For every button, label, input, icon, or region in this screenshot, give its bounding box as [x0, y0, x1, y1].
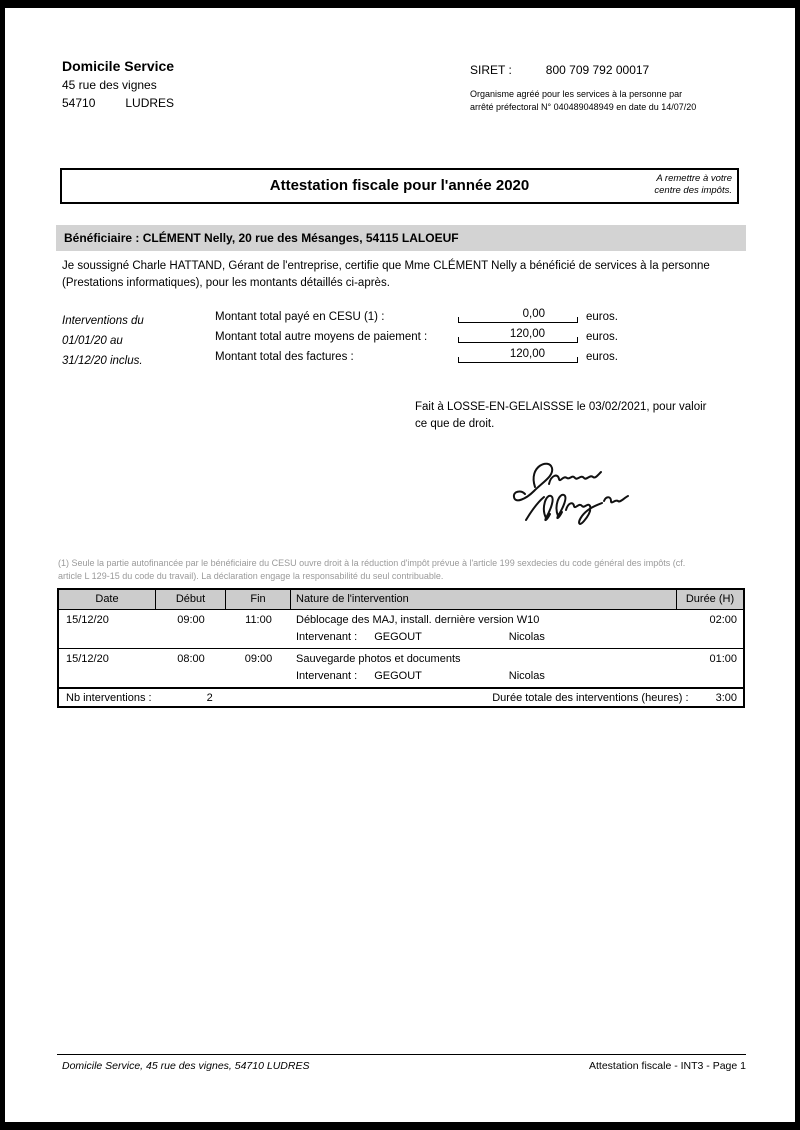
amount-row-autres: [215, 323, 618, 343]
footnote-line1: (1) Seule la partie autofinancée par le bénéficiaire du CESU ouvre droit à la réduction d'impôt prévue à l'article 199 sexdecies du code général des impôts (cf.: [58, 558, 686, 568]
period-line3: 31/12/20 inclus.: [62, 355, 143, 367]
company-postal-code: 54710: [62, 96, 96, 110]
place-date-line2: ce que de droit.: [415, 418, 495, 430]
amount-row-factures: [215, 343, 618, 363]
page-title: Attestation fiscale pour l'année 2020: [269, 177, 530, 194]
intervenant-lastname: GEGOUT: [374, 670, 422, 682]
cell-start: 08:00: [177, 653, 205, 665]
cell-duration: 01:00: [709, 653, 737, 665]
siret-row: [470, 63, 696, 77]
header-nature: Nature de l'intervention: [291, 590, 677, 609]
period-line2: 01/01/20 au: [62, 335, 123, 347]
cell-date: 15/12/20: [66, 653, 109, 665]
signature: [503, 456, 641, 537]
nb-interventions: [59, 689, 213, 706]
company-city-line: [62, 96, 174, 110]
cell-end: 11:00: [245, 614, 272, 626]
amount-label: Montant total payé en CESU (1) :: [215, 311, 385, 323]
page-footer: [57, 1060, 746, 1072]
header-end: Fin: [226, 590, 291, 609]
amount-value: 120,00: [509, 348, 545, 360]
title-box: [60, 168, 739, 204]
title-note-line2: centre des impôts.: [654, 185, 732, 196]
footer-company-info: Domicile Service, 45 rue des vignes, 54710 LUDRES: [62, 1060, 310, 1072]
header-start: Début: [156, 590, 226, 609]
siret-value: 800 709 792 00017: [545, 63, 650, 77]
amount-suffix: euros.: [586, 351, 618, 363]
nb-interventions-value: 2: [206, 692, 213, 704]
table-row: [59, 610, 743, 649]
intervenant-row: [59, 668, 743, 685]
cell-duration: 02:00: [709, 614, 737, 626]
period-line1: Interventions du: [62, 315, 144, 327]
amount-suffix: euros.: [586, 311, 618, 323]
nb-interventions-label: Nb interventions :: [66, 692, 152, 704]
footnote-line2: article L 129-15 du code du travail). La déclaration engage la responsabilité du seul contribuable.: [58, 570, 444, 581]
table-header-row: [59, 590, 743, 610]
intervention-main-row: [59, 611, 743, 629]
footer-page-info: Attestation fiscale - INT3 - Page 1: [589, 1060, 746, 1072]
company-city: LUDRES: [125, 96, 175, 110]
amount-field: [458, 347, 578, 363]
siret-label: SIRET :: [470, 63, 512, 77]
footnote: [58, 557, 746, 582]
intervenant-row: [59, 629, 743, 646]
amount-row-cesu: [215, 303, 618, 323]
header-date: Date: [59, 590, 156, 609]
intervenant-label: Intervenant :: [296, 631, 358, 643]
total-duration-label: Durée totale des interventions (heures) :: [492, 692, 689, 704]
title-note-line1: A remettre à votre: [656, 173, 732, 184]
cell-end: 09:00: [244, 653, 273, 665]
intervenant-label: Intervenant :: [296, 670, 358, 682]
intervenant-firstname: Nicolas: [508, 631, 545, 643]
cell-date: 15/12/20: [66, 614, 109, 626]
total-duration: [492, 689, 743, 706]
footer-divider: [57, 1054, 746, 1055]
place-date-block: [415, 399, 706, 433]
table-footer-row: [59, 687, 743, 706]
siret-block: [470, 63, 696, 113]
total-duration-value: 3:00: [715, 692, 737, 704]
beneficiary-bar: Bénéficiaire : CLÉMENT Nelly, 20 rue des Mésanges, 54115 LALOEUF: [56, 225, 746, 251]
statement-line1: Je soussigné Charle HATTAND, Gérant de l'entreprise, certifie que Mme CLÉMENT Nelly a bénéficié de services à la personne: [62, 260, 710, 272]
amount-label: Montant total des factures :: [215, 351, 354, 363]
company-block: [62, 58, 174, 110]
handwritten-signature-icon: [503, 456, 641, 532]
agrement-line1: Organisme agréé pour les services à la personne par: [470, 89, 683, 99]
interventions-table: [57, 588, 745, 708]
amounts-block: [215, 303, 618, 363]
amount-suffix: euros.: [586, 331, 618, 343]
period-block: [62, 311, 144, 371]
agrement-text: [470, 88, 696, 113]
amount-field: [458, 327, 578, 343]
agrement-line2: arrêté préfectoral N° 040489048949 en date du 14/07/20: [470, 101, 697, 112]
cell-start: 09:00: [177, 614, 205, 626]
amount-value: 0,00: [522, 308, 545, 320]
place-date-line1: Fait à LOSSE-EN-GELAISSSE le 03/02/2021, pour valoir: [415, 401, 707, 413]
company-address: 45 rue des vignes: [62, 78, 157, 92]
intervention-main-row: [59, 650, 743, 668]
intervenant-firstname: Nicolas: [508, 670, 545, 682]
company-name: Domicile Service: [62, 58, 175, 74]
statement-paragraph: [62, 258, 748, 292]
cell-nature: Déblocage des MAJ, install. dernière version W10: [296, 614, 540, 626]
amount-label: Montant total autre moyens de paiement :: [215, 331, 428, 343]
amount-field: [458, 307, 578, 323]
statement-line2: (Prestations informatiques), pour les montants détaillés ci-après.: [62, 277, 390, 289]
title-note: [654, 173, 732, 197]
intervenant-lastname: GEGOUT: [374, 631, 422, 643]
table-row: [59, 649, 743, 687]
amount-value: 120,00: [509, 328, 545, 340]
cell-nature: Sauvegarde photos et documents: [296, 653, 461, 665]
header-duration: Durée (H): [685, 593, 735, 605]
